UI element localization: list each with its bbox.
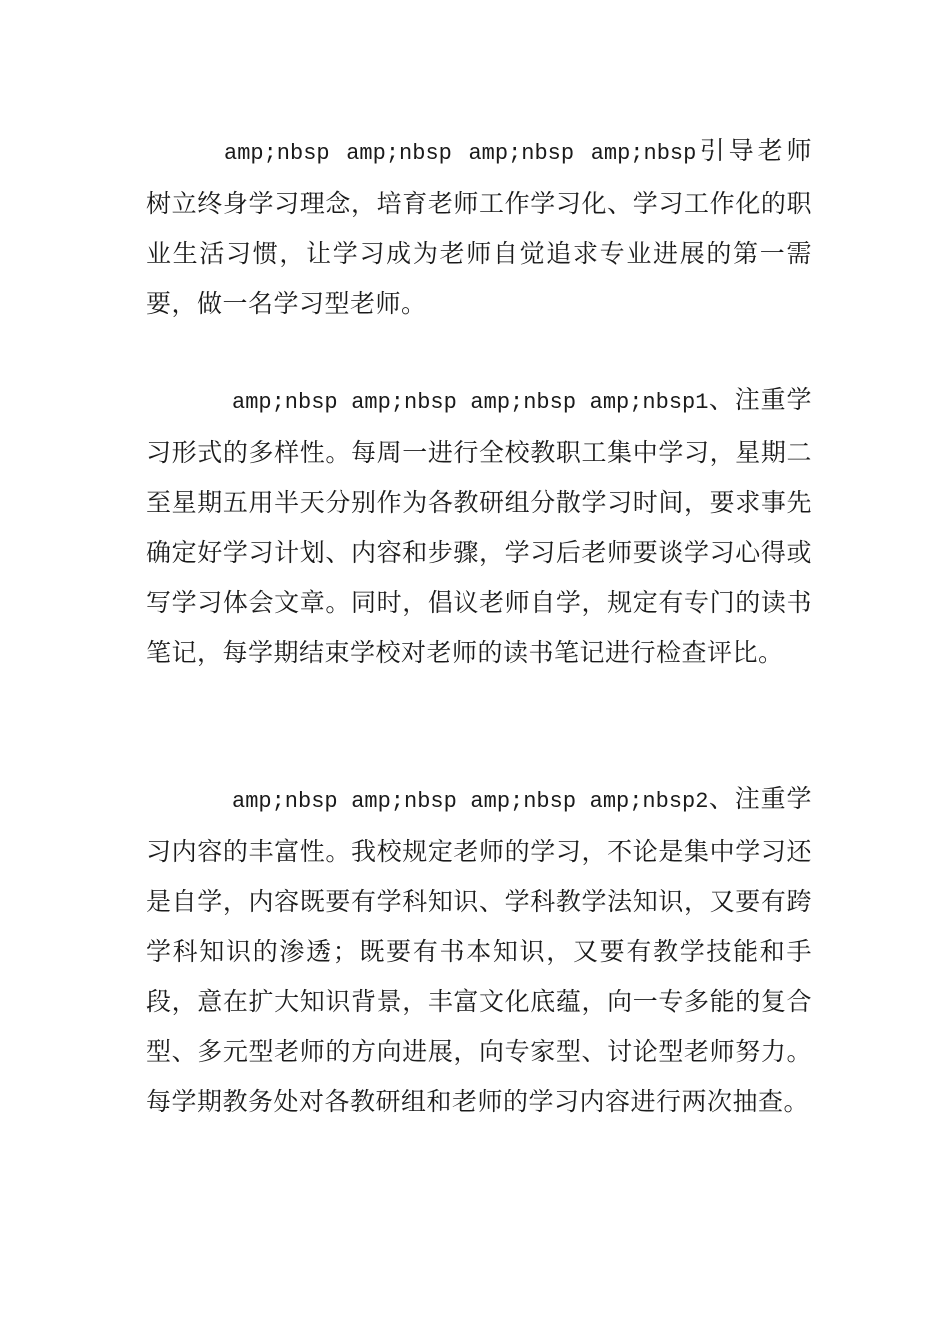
paragraph-1-lead: amp;nbsp amp;nbsp amp;nbsp amp;nbsp <box>224 141 697 166</box>
paragraph-3-text: 、注重学习内容的丰富性。我校规定老师的学习，不论是集中学习还是自学，内容既要有学科知识、学科教学法知识，又要有跨学科知识的渗透；既要有书本知识，又要有教学技能和手段，意在扩大知识背景，丰富文化底蕴，向一专多能的复合型、多元型老师的方向进展，向专家型、讨论型老师努力。每学期教务处对各教研组和老师的学习内容进行两次抽查。 <box>146 784 812 1116</box>
paragraph-3-lead: amp;nbsp amp;nbsp amp;nbsp amp;nbsp2 <box>232 789 709 814</box>
paragraph-1 <box>146 126 812 329</box>
paragraph-3 <box>146 774 812 1127</box>
paragraph-2 <box>146 375 812 678</box>
paragraph-1-text: 引导老师树立终身学习理念，培育老师工作学习化、学习工作化的职业生活习惯，让学习成为老师自觉追求专业进展的第一需要，做一名学习型老师。 <box>146 136 812 318</box>
paragraph-2-lead: amp;nbsp amp;nbsp amp;nbsp amp;nbsp1 <box>232 390 709 415</box>
paragraph-2-text: 、注重学习形式的多样性。每周一进行全校教职工集中学习，星期二至星期五用半天分别作为各教研组分散学习时间，要求事先确定好学习计划、内容和步骤，学习后老师要谈学习心得或写学习体会文章。同时，倡议老师自学，规定有专门的读书笔记，每学期结束学校对老师的读书笔记进行检查评比。 <box>146 385 812 667</box>
